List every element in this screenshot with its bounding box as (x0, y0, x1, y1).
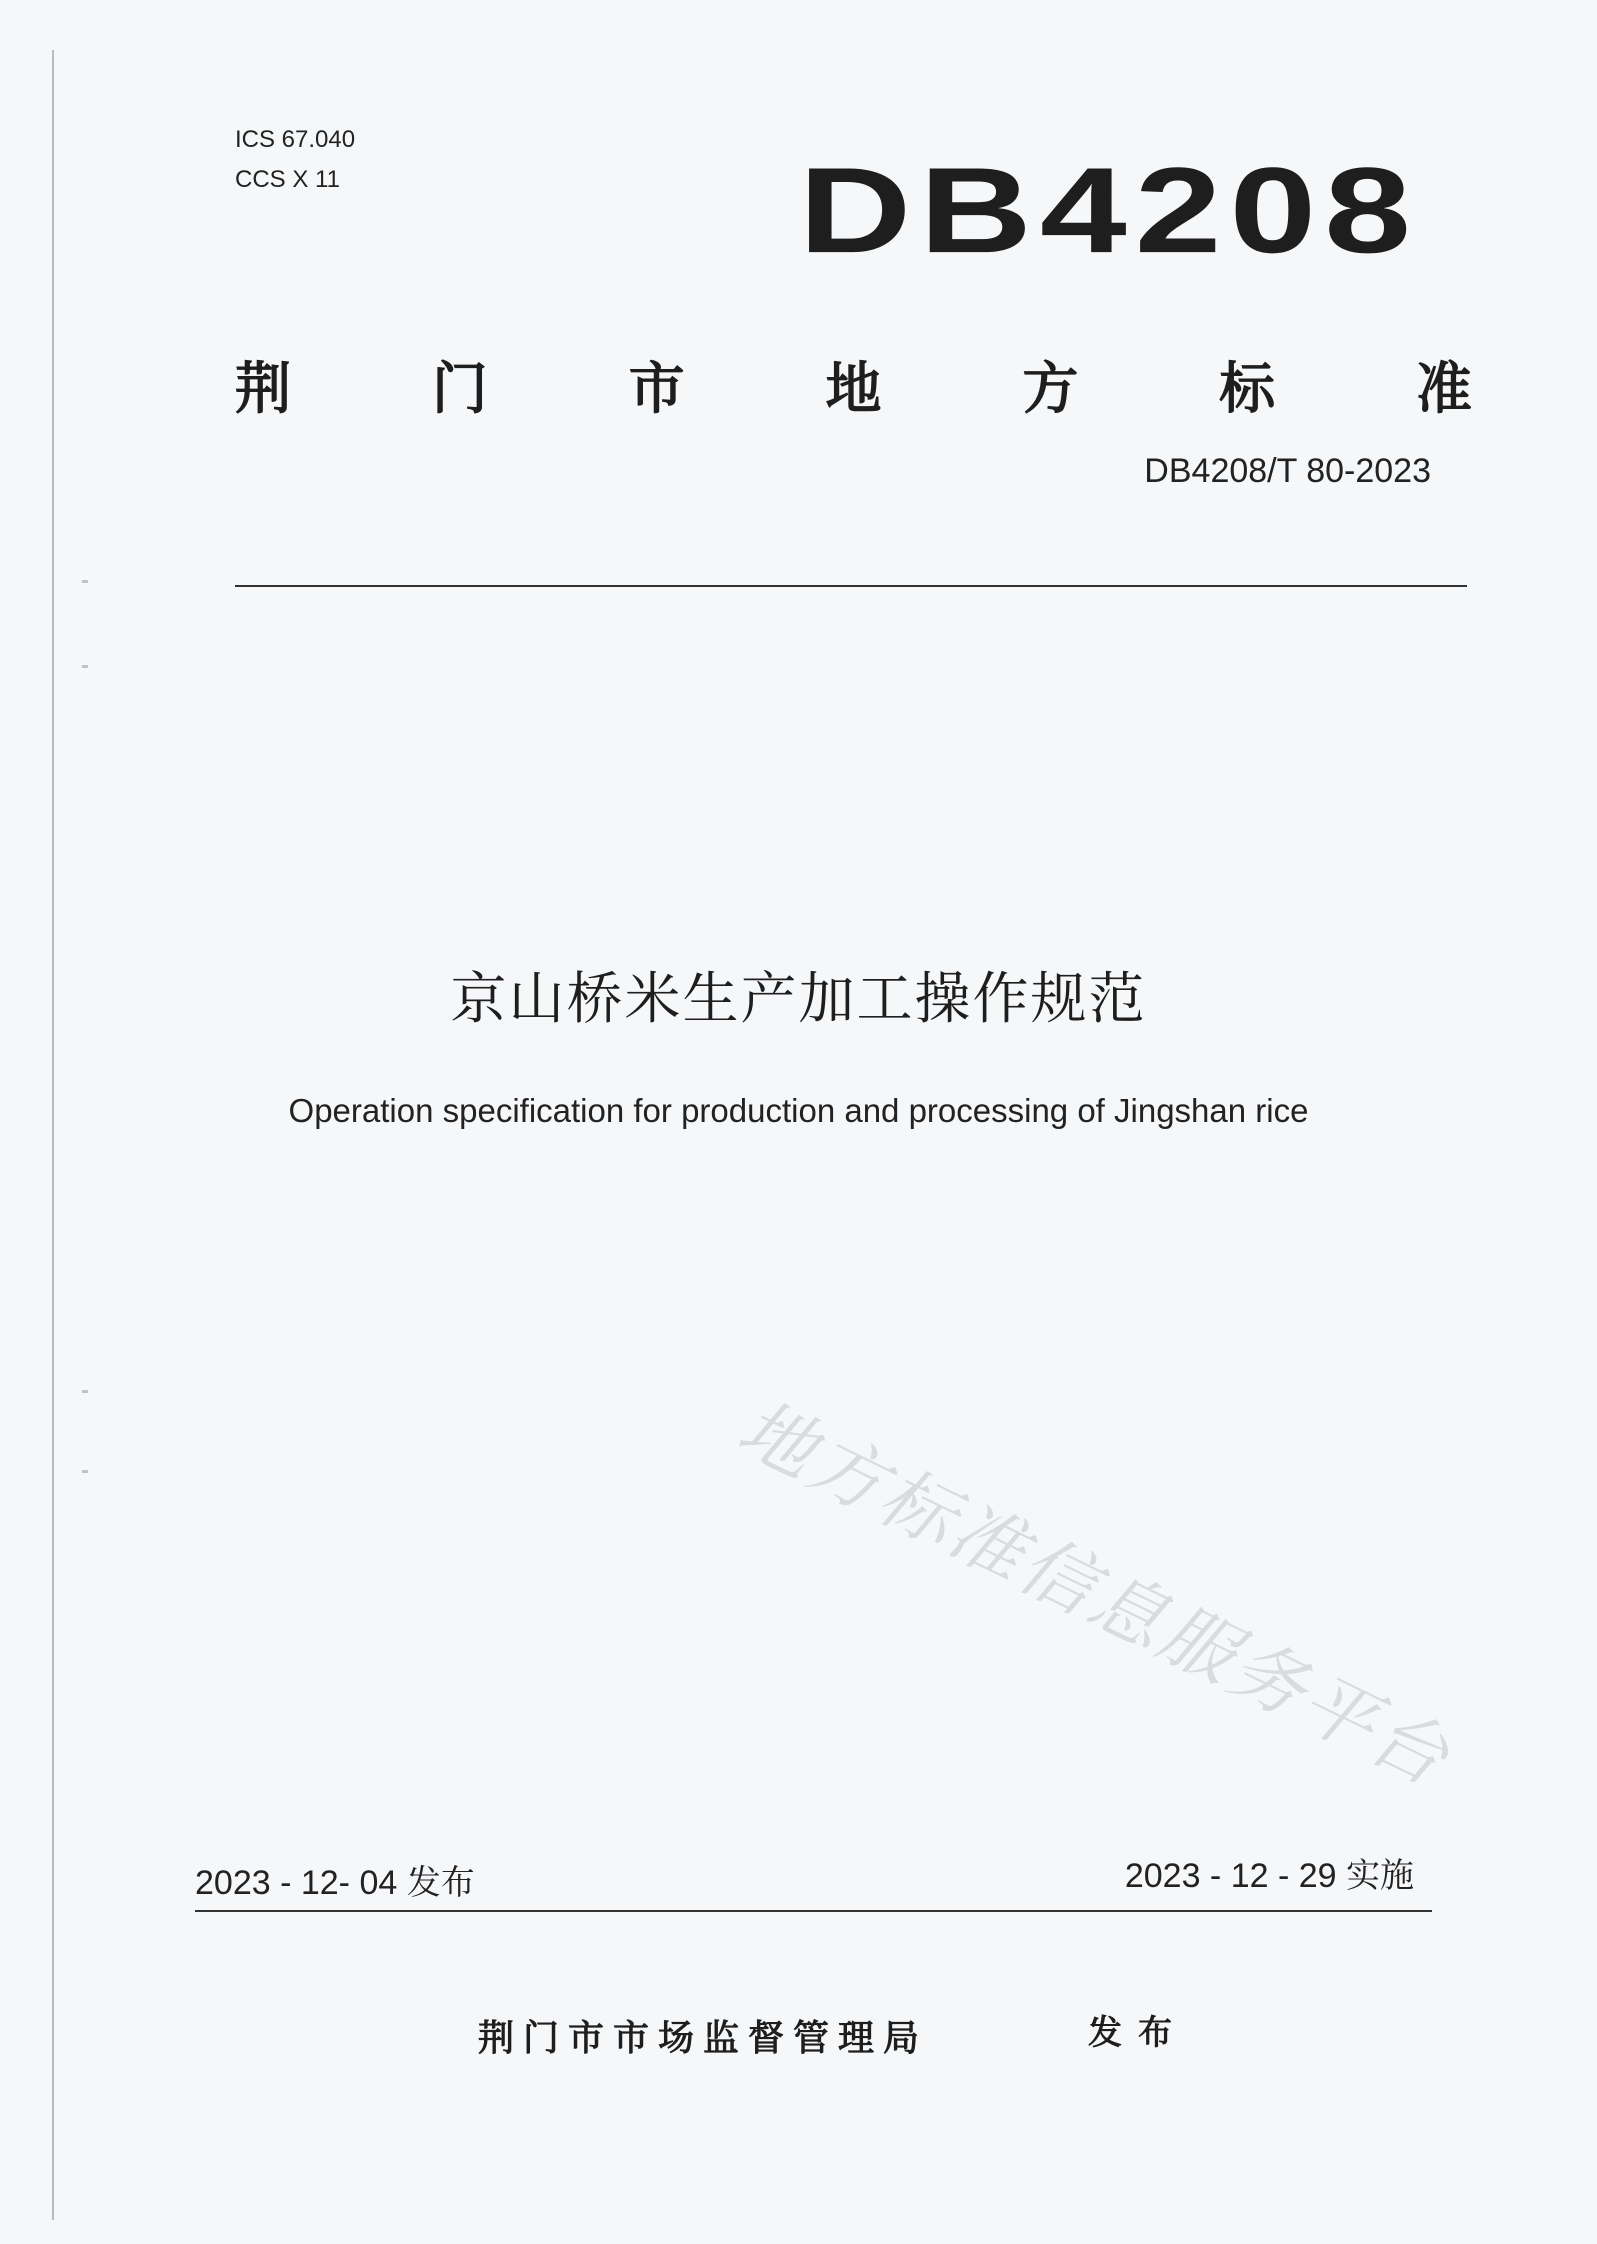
title-char: 方 (1022, 357, 1079, 422)
db-code-logo: DB4208 (798, 142, 1419, 279)
scan-mark (82, 580, 88, 583)
publish-label: 发布 (1088, 2013, 1188, 2053)
title-char: 门 (431, 357, 488, 422)
standard-type-title (235, 345, 1472, 425)
ics-code: ICS 67.040 (235, 126, 356, 153)
scan-mark (82, 665, 88, 668)
title-char: 地 (825, 357, 882, 422)
title-char: 标 (1219, 357, 1276, 422)
implementation-date: 2023 - 12 - 29 实施 (1124, 1857, 1414, 1895)
document-title-en: Operation specification for production and processing of Jingshan rice (288, 1092, 1309, 1129)
standard-number: DB4208/T 80-2023 (1144, 452, 1431, 490)
header-divider (235, 585, 1467, 587)
scan-mark (82, 1470, 88, 1473)
title-char: 荆 (235, 357, 291, 422)
title-char: 准 (1415, 357, 1472, 422)
watermark: 地方标准信息服务平台 (725, 1384, 1465, 1804)
publisher-name: 荆门市市场监督管理局 (478, 2018, 929, 2059)
scan-mark (82, 1390, 88, 1393)
issue-date: 2023 - 12- 04 发布 (195, 1864, 475, 1902)
document-title-zh: 京山桥米生产加工操作规范 (450, 967, 1147, 1032)
footer-divider (195, 1910, 1432, 1912)
classification-block (235, 120, 355, 200)
ccs-code: CCS X 11 (235, 166, 340, 193)
title-char: 市 (628, 357, 685, 422)
scan-binding-line (52, 50, 54, 2220)
